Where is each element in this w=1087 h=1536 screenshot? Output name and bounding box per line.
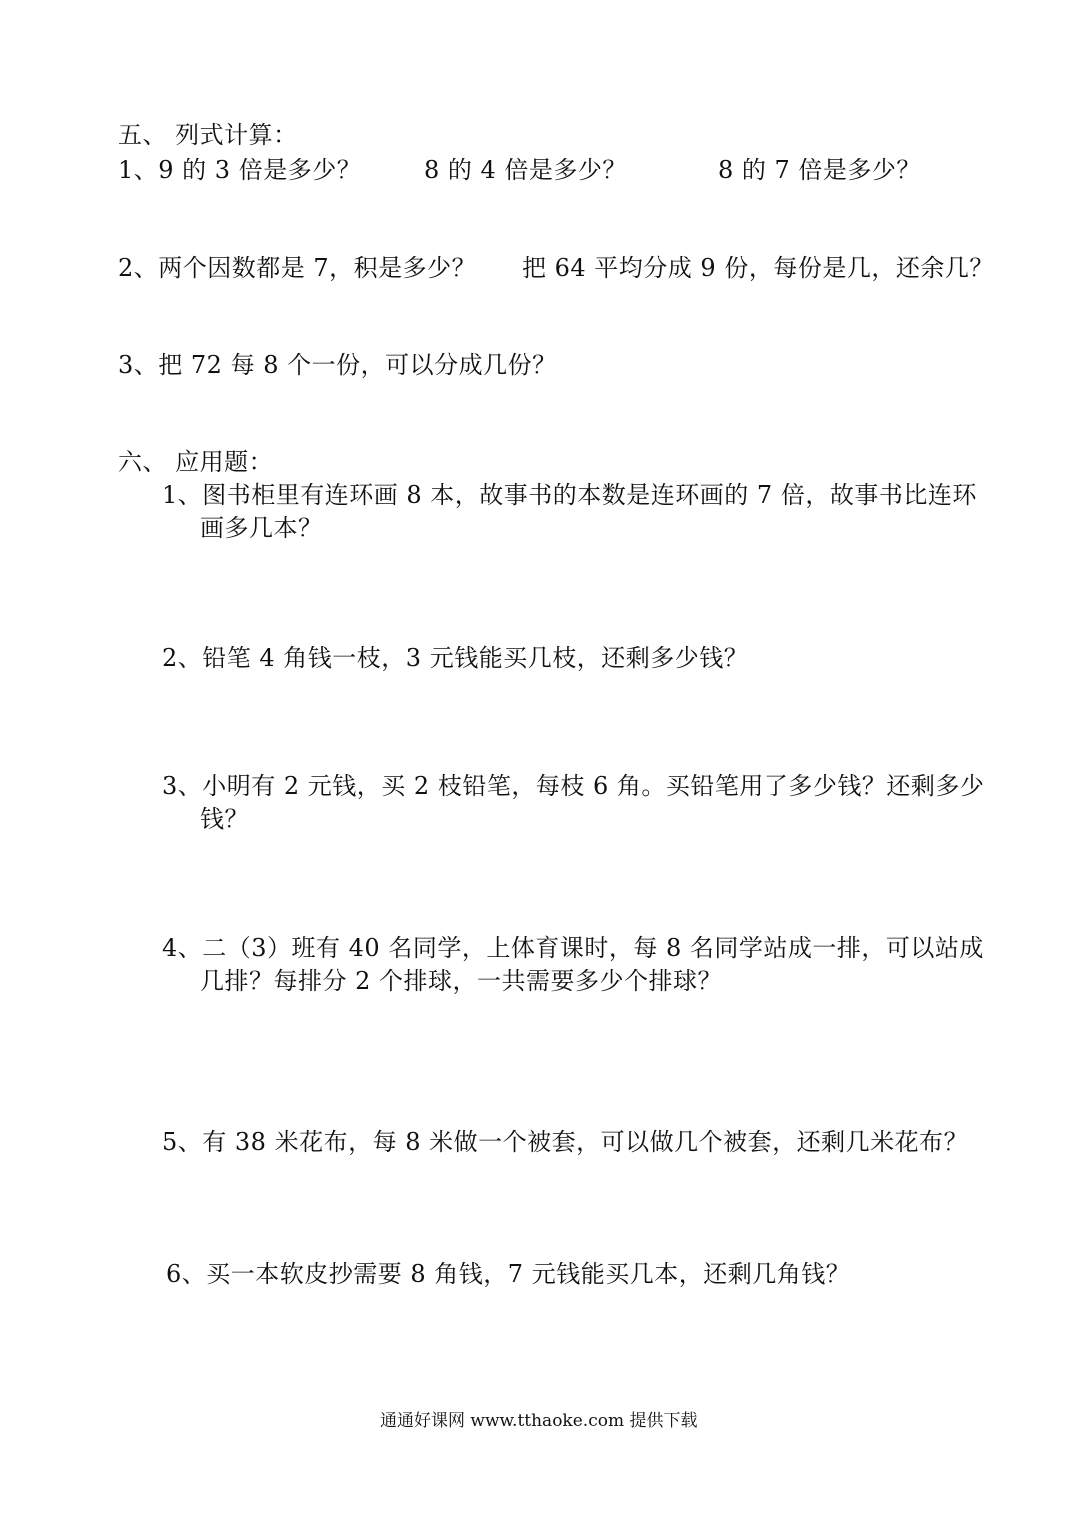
section-5-q1-c: 8 的 7 倍是多少？ [718, 156, 921, 184]
section-5-heading: 五、 列式计算： [118, 121, 298, 149]
problem-3-line-2: 钱？ [200, 805, 249, 833]
section-6-heading: 六、 应用题： [118, 448, 274, 476]
problem-1-line-2: 画多几本？ [200, 514, 323, 542]
problem-1-line-1: 1、图书柜里有连环画 8 本，故事书的本数是连环画的 7 倍，故事书比连环 [162, 481, 977, 509]
section-5-q2-a: 2、两个因数都是 7，积是多少？ [118, 254, 477, 282]
problem-5-line-1: 5、有 38 米花布，每 8 米做一个被套，可以做几个被套，还剩几米花布？ [162, 1128, 969, 1156]
problem-6-line-1: 6、买一本软皮抄需要 8 角钱，7 元钱能买几本，还剩几角钱？ [166, 1260, 851, 1288]
section-5-q3: 3、把 72 每 8 个一份，可以分成几份？ [118, 351, 557, 379]
section-5-q1-a: 1、9 的 3 倍是多少？ [118, 156, 362, 184]
problem-4-line-1: 4、二（3）班有 40 名同学，上体育课时，每 8 名同学站成一排，可以站成 [162, 934, 984, 962]
problem-4-line-2: 几排？每排分 2 个排球，一共需要多少个排球？ [200, 967, 723, 995]
problem-2-line-1: 2、铅笔 4 角钱一枝，3 元钱能买几枝，还剩多少钱？ [162, 644, 749, 672]
problem-3-line-1: 3、小明有 2 元钱，买 2 枝铅笔，每枝 6 角。买铅笔用了多少钱？还剩多少 [162, 772, 985, 800]
section-5-q2-b: 把 64 平均分成 9 份，每份是几，还余几？ [522, 254, 994, 282]
section-5-q1-b: 8 的 4 倍是多少？ [424, 156, 627, 184]
footer-credit: 通通好课网 www.tthaoke.com 提供下载 [380, 1411, 698, 1431]
